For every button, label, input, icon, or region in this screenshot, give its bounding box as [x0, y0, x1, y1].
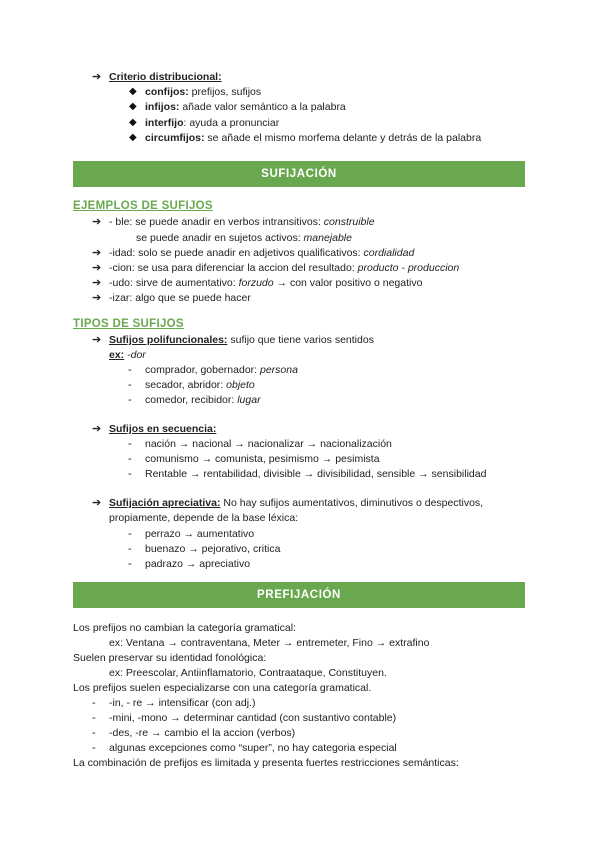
- dash-bullet: -: [128, 558, 132, 570]
- secuencia-item: nación → nacional → nacionalizar → nacionalización: [145, 438, 392, 450]
- criterio-item: confijos: prefijos, sufijos: [145, 86, 262, 98]
- criterio-item: circumfijos: se añade el mismo morfema delante y detrás de la palabra: [145, 132, 482, 144]
- prefijacion-line: Los prefijos no cambian la categoría gramatical:: [73, 622, 296, 634]
- arrow-icon: ➔: [92, 423, 102, 435]
- arrow-icon: ➔: [92, 497, 102, 509]
- polifuncionales-line: Sufijos polifuncionales: sufijo que tiene varios sentidos: [109, 334, 374, 346]
- secuencia-title: Sufijos en secuencia:: [109, 423, 217, 435]
- arrow-icon: ➔: [92, 334, 102, 346]
- criterio-item: infijos: añade valor semántico a la palabra: [145, 101, 346, 113]
- ejemplo-row: -cion: se usa para diferenciar la accion del resultado: producto - produccion: [109, 262, 460, 274]
- criterio-item: interfijo: ayuda a pronunciar: [145, 117, 280, 129]
- arrow-icon: ➔: [92, 216, 102, 228]
- apreciativa-line: Sufijación apreciativa: No hay sufijos aumentativos, diminutivos o despectivos,: [109, 497, 484, 509]
- secuencia-item: Rentable → rentabilidad, divisible → divisibilidad, sensible → sensibilidad: [145, 468, 487, 480]
- dash-bullet: -: [92, 712, 96, 724]
- dash-bullet: -: [128, 438, 132, 450]
- prefijacion-item: algunas excepciones como “super”, no hay categoria especial: [109, 742, 397, 754]
- prefijacion-banner: PREFIJACIÓN: [73, 582, 525, 608]
- sufijacion-banner: SUFIJACIÓN: [73, 161, 525, 187]
- dash-bullet: -: [128, 453, 132, 465]
- ejemplos-title: EJEMPLOS DE SUFIJOS: [73, 200, 213, 212]
- dash-bullet: -: [128, 394, 132, 406]
- criterio-title: Criterio distribucional:: [109, 71, 222, 83]
- prefijacion-item: -mini, -mono → determinar cantidad (con sustantivo contable): [109, 712, 397, 724]
- arrow-icon: ➔: [92, 247, 102, 259]
- apreciativa-item: perrazo → aumentativo: [145, 528, 255, 540]
- tipos-title: TIPOS DE SUFIJOS: [73, 318, 184, 330]
- dash-bullet: -: [92, 742, 96, 754]
- dash-bullet: -: [92, 697, 96, 709]
- secuencia-item: comunismo → comunista, pesimismo → pesimista: [145, 453, 380, 465]
- dash-bullet: -: [128, 468, 132, 480]
- apreciativa-item: padrazo → apreciativo: [145, 558, 251, 570]
- dash-bullet: -: [128, 543, 132, 555]
- prefijacion-line: Los prefijos suelen especializarse con una categoría gramatical.: [73, 682, 372, 694]
- diamond-bullet-icon: ◆: [129, 86, 137, 97]
- dash-bullet: -: [92, 727, 96, 739]
- apreciativa-item: buenazo → pejorativo, critica: [145, 543, 281, 555]
- prefijacion-example: ex: Preescolar, Antiinflamatorio, Contraataque, Constituyen.: [109, 667, 387, 679]
- prefijacion-line: Suelen preservar su identidad fonológica:: [73, 652, 267, 664]
- arrow-icon: ➔: [92, 262, 102, 274]
- ejemplo-row: -izar: algo que se puede hacer: [109, 292, 251, 304]
- polifuncional-item: comedor, recibidor: lugar: [145, 394, 261, 406]
- prefijacion-example: ex: Ventana → contraventana, Meter → entremeter, Fino → extrafino: [109, 637, 430, 649]
- ejemplo-row: -idad: solo se puede anadir en adjetivos qualificativos: cordialidad: [109, 247, 415, 259]
- arrow-icon: ➔: [92, 292, 102, 304]
- dash-bullet: -: [128, 379, 132, 391]
- polifuncional-item: comprador, gobernador: persona: [145, 364, 298, 376]
- diamond-bullet-icon: ◆: [129, 101, 137, 112]
- prefijacion-item: -in, - re → intensificar (con adj.): [109, 697, 256, 709]
- polifuncionales-example: ex: -dor: [109, 349, 146, 361]
- dash-bullet: -: [128, 528, 132, 540]
- diamond-bullet-icon: ◆: [129, 117, 137, 128]
- arrow-icon: ➔: [92, 71, 102, 83]
- dash-bullet: -: [128, 364, 132, 376]
- diamond-bullet-icon: ◆: [129, 132, 137, 143]
- polifuncional-item: secador, abridor: objeto: [145, 379, 255, 391]
- prefijacion-item: -des, -re → cambio el la accion (verbos): [109, 727, 296, 739]
- arrow-icon: ➔: [92, 277, 102, 289]
- ejemplo-row: se puede anadir en sujetos activos: manejable: [136, 232, 352, 244]
- prefijacion-last-line: La combinación de prefijos es limitada y presenta fuertes restricciones semánticas:: [73, 757, 459, 769]
- ejemplo-row: - ble: se puede anadir en verbos intransitivos: construible: [109, 216, 375, 228]
- ejemplo-row: -udo: sirve de aumentativo: forzudo → con valor positivo o negativo: [109, 277, 423, 289]
- apreciativa-line-2: propiamente, depende de la base léxica:: [109, 512, 299, 524]
